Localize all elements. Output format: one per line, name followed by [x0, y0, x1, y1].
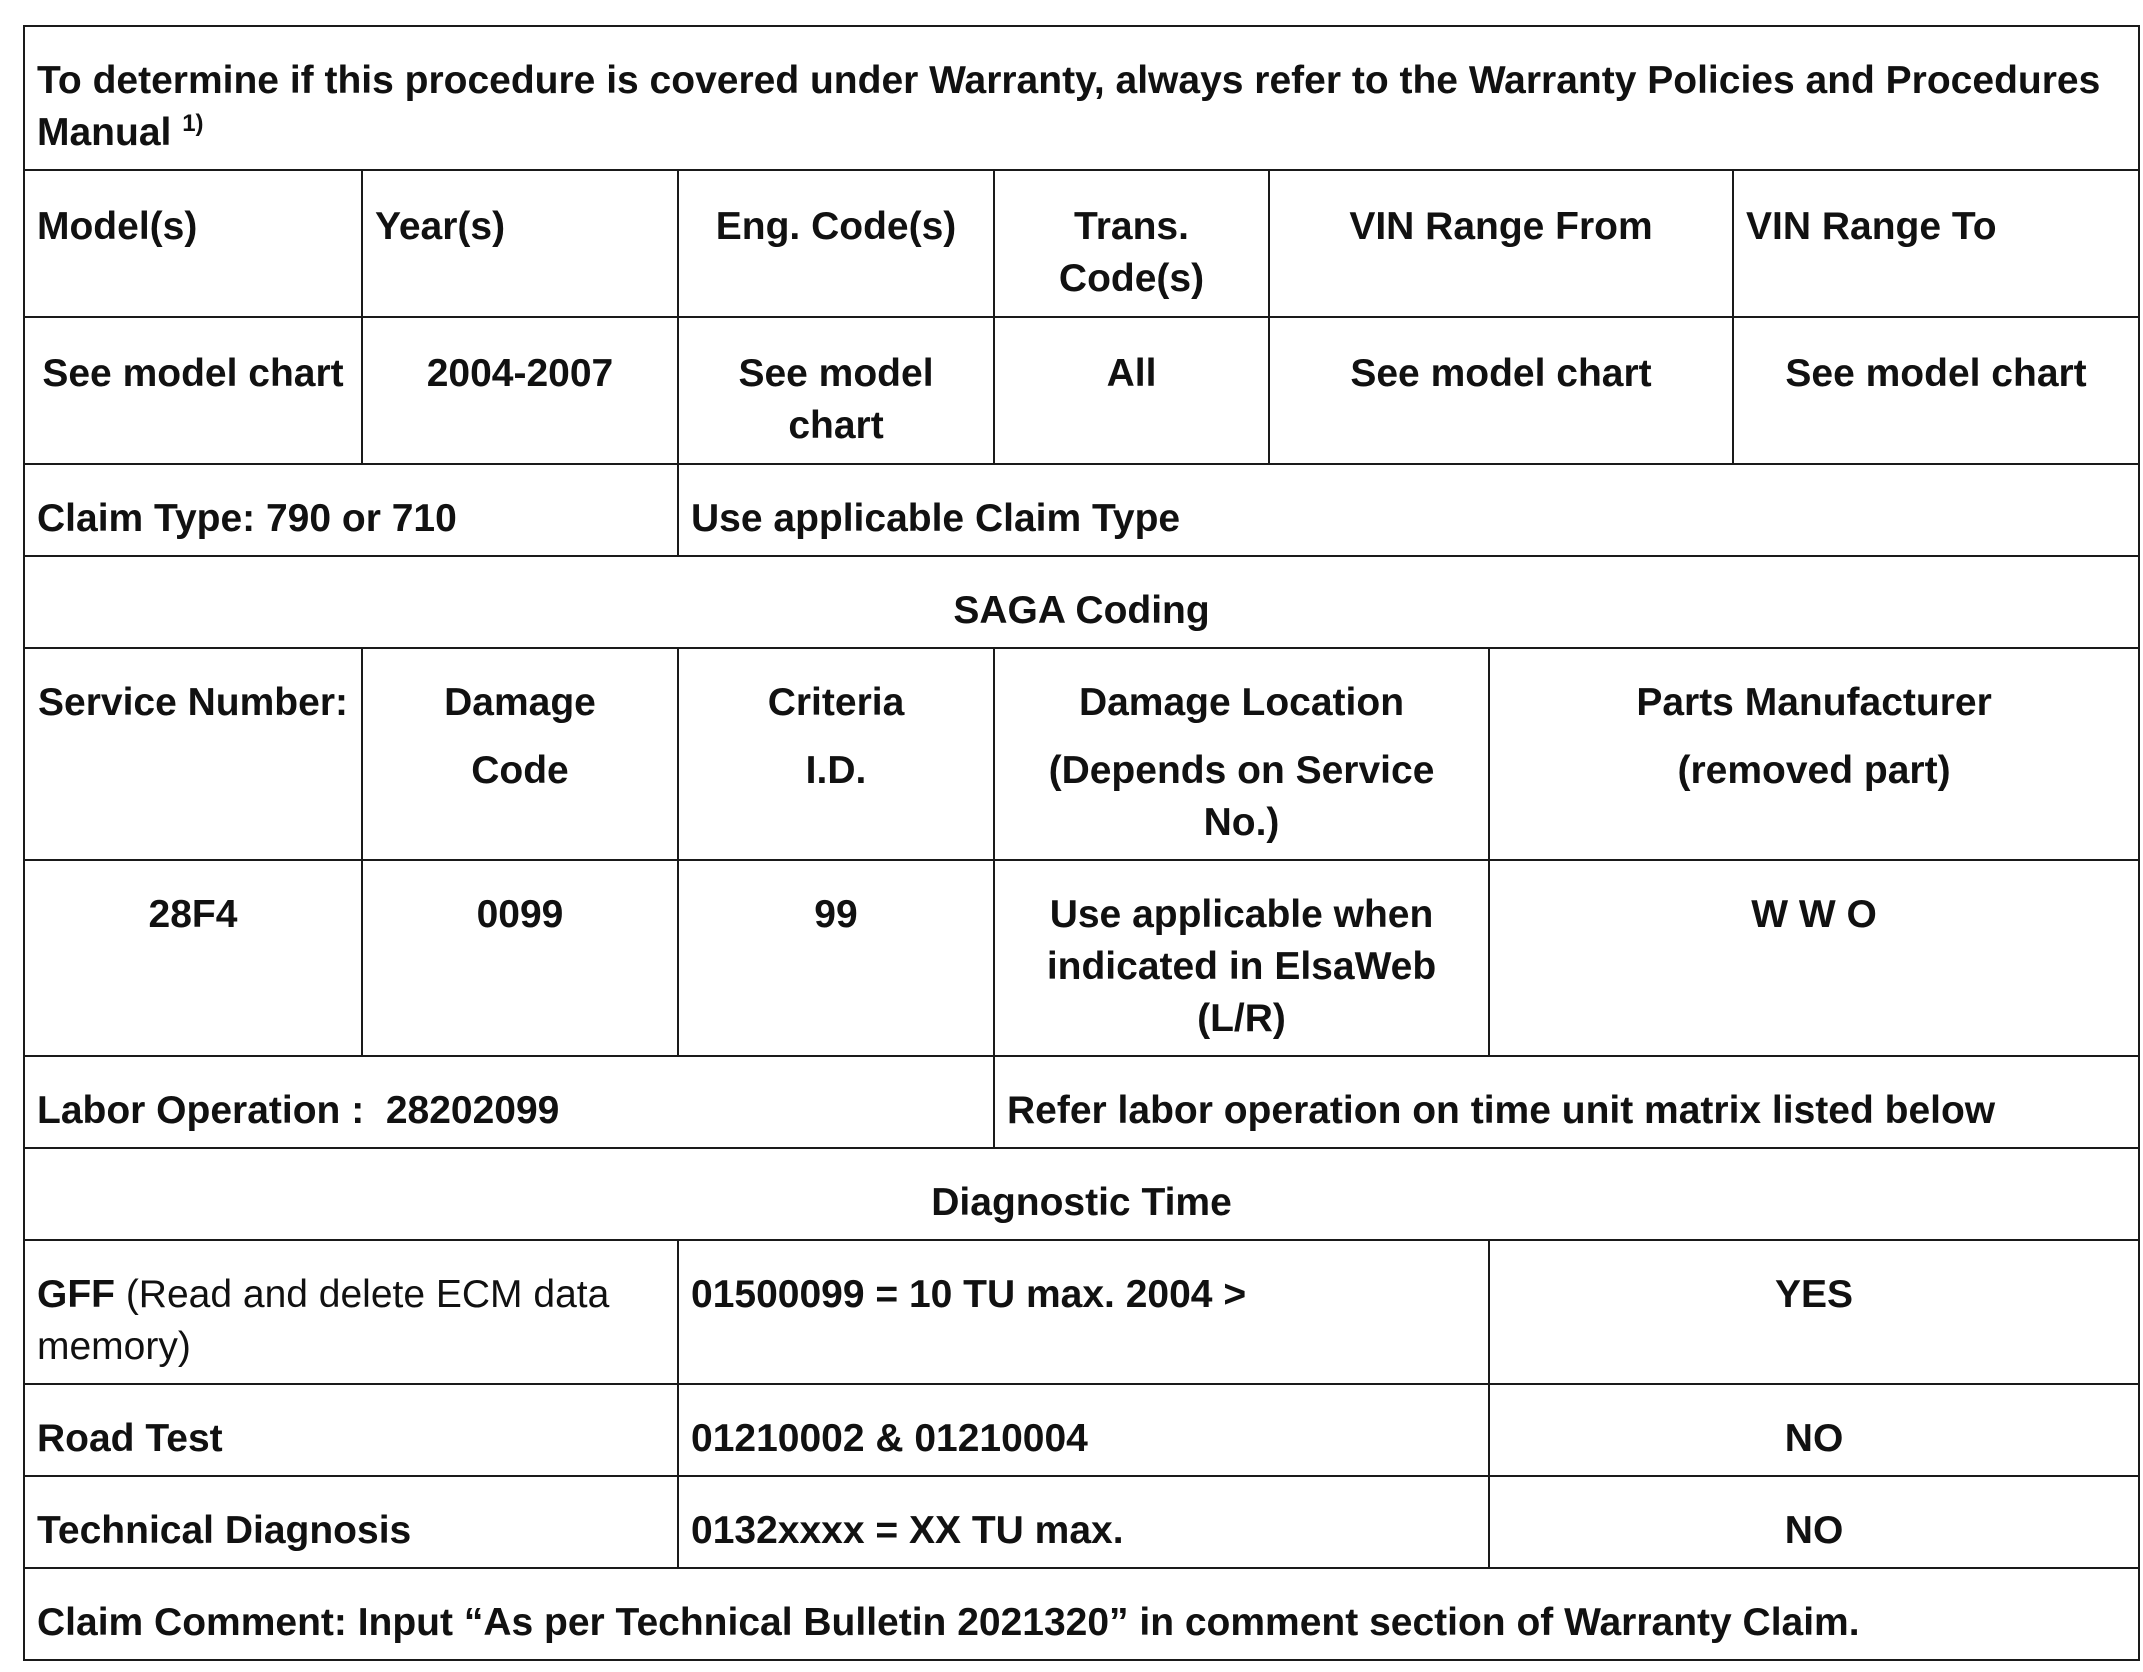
diagnostic-name: Road Test — [24, 1384, 678, 1476]
labor-operation-note: Refer labor operation on time unit matrix listed below — [994, 1056, 2139, 1148]
diagnostic-name — [24, 1240, 678, 1384]
diagnostic-applies: NO — [1489, 1476, 2139, 1568]
claim-type: Claim Type: 790 or 710 — [24, 464, 678, 556]
warranty-notice-cell — [24, 26, 2139, 170]
claim-type-instruction: Use applicable Claim Type — [678, 464, 2139, 556]
diagnostic-name-detail: (Read and delete ECM data memory) — [37, 1273, 610, 1368]
damage-code-header — [362, 648, 678, 860]
diagnostic-code: 01500099 = 10 TU max. 2004 > — [678, 1240, 1489, 1384]
models-value: See model chart — [24, 317, 362, 464]
years-header: Year(s) — [362, 170, 678, 317]
claim-type-row — [24, 464, 2139, 556]
diagnostic-applies: YES — [1489, 1240, 2139, 1384]
diagnostic-name: Technical Diagnosis — [24, 1476, 678, 1568]
diagnostic-row-gff — [24, 1240, 2139, 1384]
claim-comment-row — [24, 1568, 2139, 1660]
trans-codes-value: All — [994, 317, 1269, 464]
criteria-header-line1: Criteria — [767, 681, 905, 724]
parts-manufacturer-header — [1489, 648, 2139, 860]
vin-to-value: See model chart — [1733, 317, 2139, 464]
years-value: 2004-2007 — [362, 317, 678, 464]
saga-values-row — [24, 860, 2139, 1056]
parts-manufacturer-header-line2: (removed part) — [1677, 749, 1951, 792]
warranty-document — [23, 25, 2138, 1665]
damage-code-value: 0099 — [362, 860, 678, 1056]
criteria-value: 99 — [678, 860, 994, 1056]
warranty-notice-text: To determine if this procedure is covered under Warranty, always refer to the Warranty Policies and Procedures Manual — [37, 59, 2101, 154]
parts-manufacturer-header-line1: Parts Manufacturer — [1636, 681, 1992, 724]
damage-code-header-line1: Damage — [444, 681, 596, 724]
warranty-notice-row — [24, 26, 2139, 170]
parts-manufacturer-value: W W O — [1489, 860, 2139, 1056]
labor-operation-row — [24, 1056, 2139, 1148]
vin-from-value: See model chart — [1269, 317, 1733, 464]
damage-location-header-line2: (Depends on Service No.) — [1048, 749, 1435, 844]
trans-codes-header: Trans. Code(s) — [994, 170, 1269, 317]
vin-from-header: VIN Range From — [1269, 170, 1733, 317]
saga-header-row — [24, 648, 2139, 860]
diagnostic-name-bold: GFF — [37, 1273, 115, 1316]
damage-location-header — [994, 648, 1489, 860]
saga-title: SAGA Coding — [24, 556, 2139, 648]
warranty-table — [23, 25, 2140, 1661]
criteria-header — [678, 648, 994, 860]
saga-title-row — [24, 556, 2139, 648]
diagnostic-code: 0132xxxx = XX TU max. — [678, 1476, 1489, 1568]
vehicle-header-row — [24, 170, 2139, 317]
diagnostic-row-road-test — [24, 1384, 2139, 1476]
criteria-header-line2: I.D. — [805, 749, 867, 792]
diagnostic-title: Diagnostic Time — [24, 1148, 2139, 1240]
models-header: Model(s) — [24, 170, 362, 317]
diagnostic-row-technical-diagnosis — [24, 1476, 2139, 1568]
diagnostic-title-row — [24, 1148, 2139, 1240]
service-number-value: 28F4 — [24, 860, 362, 1056]
labor-operation: Labor Operation : 28202099 — [24, 1056, 994, 1148]
diagnostic-applies: NO — [1489, 1384, 2139, 1476]
vehicle-values-row — [24, 317, 2139, 464]
damage-location-header-line1: Damage Location — [1078, 681, 1405, 724]
diagnostic-code: 01210002 & 01210004 — [678, 1384, 1489, 1476]
vin-to-header: VIN Range To — [1733, 170, 2139, 317]
engine-codes-header: Eng. Code(s) — [678, 170, 994, 317]
service-number-header: Service Number: — [24, 648, 362, 860]
warranty-notice-footnote: 1) — [182, 110, 204, 137]
damage-location-value: Use applicable when indicated in ElsaWeb (L/R) — [994, 860, 1489, 1056]
damage-code-header-line2: Code — [471, 749, 569, 792]
claim-comment: Claim Comment: Input “As per Technical Bulletin 2021320” in comment section of Warranty Claim. — [24, 1568, 2139, 1660]
engine-codes-value: See model chart — [678, 317, 994, 464]
